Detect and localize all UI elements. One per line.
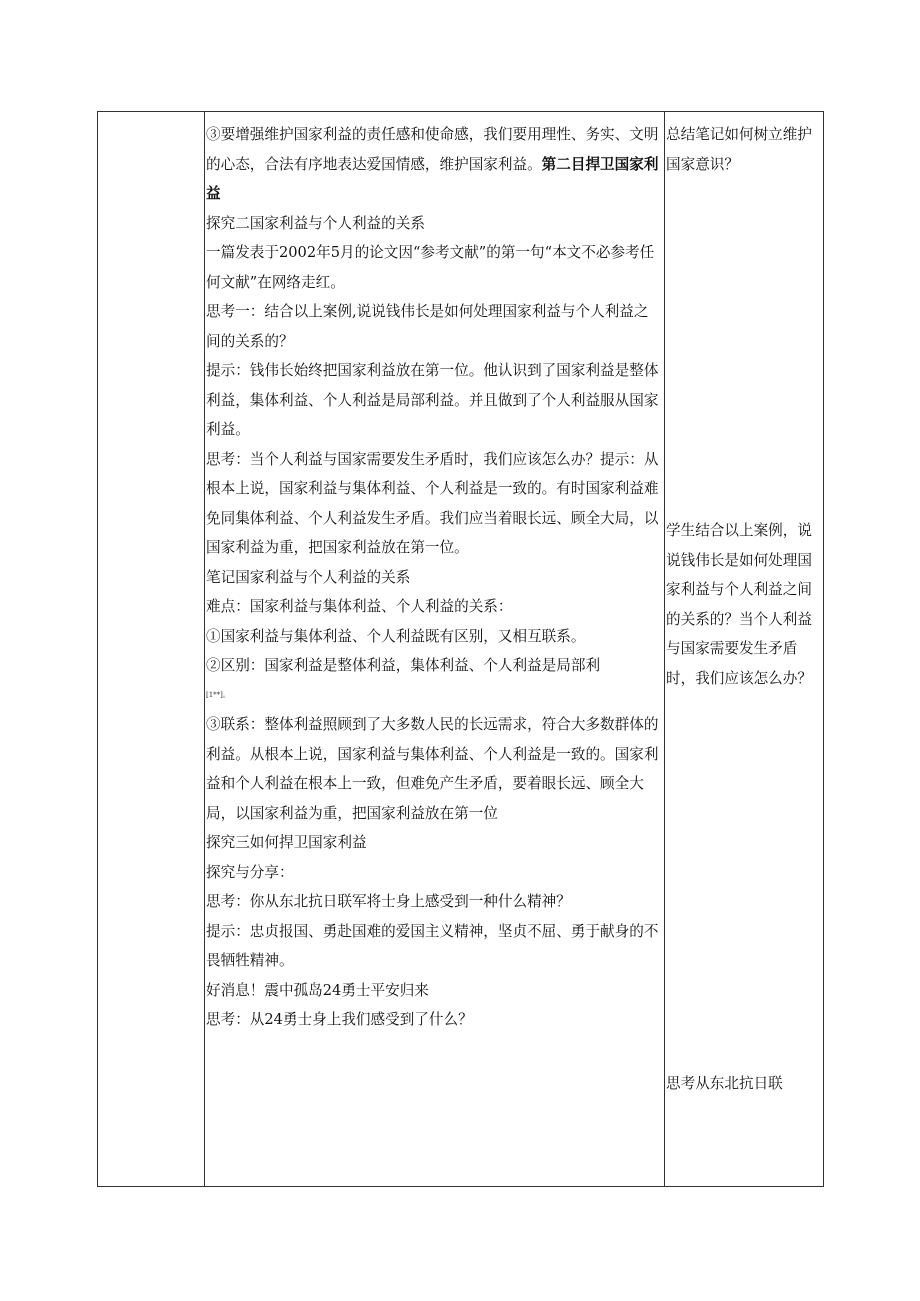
content-paragraph: 笔记国家利益与个人利益的关系 <box>206 568 411 586</box>
section-heading: 第二目捍卫国家利益 <box>206 155 659 202</box>
content-paragraph: ③要增强维护国家利益的责任感和使命感，我们要用理性、务实、文明的心态，合法有序地表达爱国情感，维护国家利益。第二目捍卫国家利益 <box>206 126 659 202</box>
content-paragraph: 提示：钱伟长始终把国家利益放在第一位。他认识到了国家利益是整体利益，集体利益、个人利益是局部利益。并且做到了个人利益服从国家利益。 <box>206 362 659 438</box>
content-paragraph: 思考：当个人利益与国家需要发生矛盾时，我们应该怎么办？提示：从根本上说，国家利益与集体利益、个人利益是一致的。有时国家利益难免同集体利益、个人利益发生矛盾。我们应当着眼长远、顾全大局，以国家利益为重，把国家利益放在第一位。 <box>206 450 659 556</box>
teaching-content-column <box>204 112 664 1186</box>
content-paragraph: 思考：你从东北抗日联军将士身上感受到一种什么精神？ <box>206 893 571 910</box>
content-paragraph: 探究与分享： <box>206 863 294 881</box>
footnote-mark: [1**]。 <box>206 690 230 699</box>
content-paragraph: 好消息！震中孤岛24勇士平安归来 <box>206 981 429 999</box>
content-paragraph: 探究三如何捍卫国家利益 <box>206 834 367 851</box>
activity-note: 学生结合以上案例，说说钱伟长是如何处理国家利益与个人利益之间的关系的？当个人利益与国家需要发生矛盾时，我们应该怎么办？ <box>666 522 812 687</box>
content-paragraph: 一篇发表于2002年5月的论文因“参考文献”的第一句“本文不必参考任何文献”在网络走红。 <box>206 244 655 291</box>
content-paragraph: ②区别：国家利益是整体利益，集体利益、个人利益是局部利 <box>206 657 601 674</box>
student-activity-column <box>665 112 823 1186</box>
activity-note: 总结笔记如何树立维护国家意识？ <box>666 126 812 173</box>
activity-note: 思考从东北抗日联 <box>666 1075 783 1092</box>
content-paragraph: 提示：忠贞报国、勇赴国难的爱国主义精神，坚贞不屈、勇于献身的不畏牺牲精神。 <box>206 922 659 969</box>
content-paragraph: 思考一：结合以上案例,说说钱伟长是如何处理国家利益与个人利益之间的关系的？ <box>206 303 649 350</box>
lesson-table <box>97 111 824 1187</box>
content-paragraph: 探究二国家利益与个人利益的关系 <box>206 214 425 232</box>
content-paragraph: ③联系：整体利益照顾到了大多数人民的长远需求，符合大多数群体的利益。从根本上说，国家利益与集体利益、个人利益是一致的。国家利益和个人利益在根本上一致，但难免产生矛盾，要着眼长远、顾全大局，以国家利益为重，把国家利益放在第一位 <box>206 716 659 822</box>
content-paragraph: ①国家利益与集体利益、个人利益既有区别，又相互联系。 <box>206 627 586 645</box>
content-paragraph: 难点：国家利益与集体利益、个人利益的关系： <box>206 598 513 615</box>
content-paragraph: 思考：从24勇士身上我们感受到了什么？ <box>206 1011 473 1028</box>
